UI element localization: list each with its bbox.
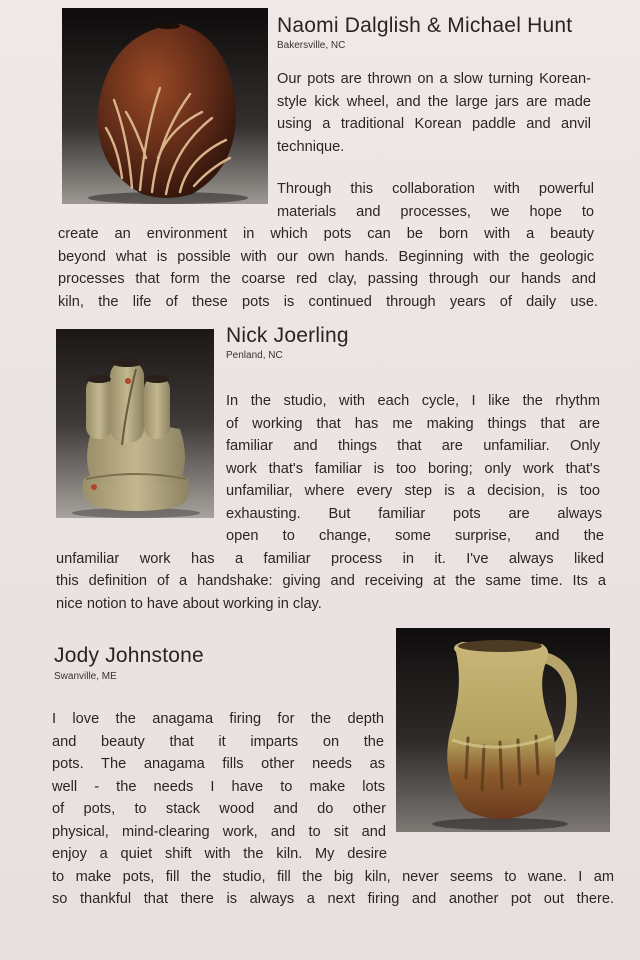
artist-statement-paragraph: Our pots are thrown on a slow turning Korean-style kick wheel, and the large jars are made using a traditional Korean paddle and anvil technique.	[277, 71, 591, 155]
text-line: and beauty that it imparts on the	[52, 733, 384, 750]
text-line: to make pots, fill the studio, fill the big kiln, never seems to wane. I am	[52, 868, 614, 885]
text-line: physical, mind-clearing work, and to sit and	[52, 823, 386, 840]
artist-location: Bakersville, NC	[277, 40, 346, 51]
text-line: beyond what is possible with our own hands. Beginning with the geologic	[58, 248, 594, 265]
carved-jar-image	[62, 8, 268, 204]
artist-location: Penland, NC	[226, 350, 283, 361]
text-line: unfamiliar work has a familiar process in it. I've always liked	[56, 550, 604, 567]
text-line: this definition of a handshake: giving and receiving at the same time. Its a	[56, 573, 606, 589]
text-line: unfamiliar, where every step is a decision, is too	[226, 483, 600, 499]
text-line: create an environment in which pots can be born with a beauty	[58, 226, 594, 242]
carved-jar-photo	[62, 8, 268, 204]
artist-statement-paragraph	[52, 708, 618, 911]
artist-name: Jody Johnstone	[54, 644, 204, 667]
text-line: processes that form the coarse red clay, passing through our hands and	[58, 271, 596, 287]
text-line: familiar and things that are unfamiliar. Only	[226, 438, 600, 454]
artist-location: Swanville, ME	[54, 671, 117, 682]
text-line: Through this collaboration with powerful	[277, 181, 594, 197]
text-line: kiln, the life of these pots is continued through years of daily use.	[58, 293, 598, 310]
text-line: I love the anagama firing for the depth	[52, 711, 384, 727]
text-line: so thankful that there is always a next firing and another pot out there.	[52, 891, 614, 907]
text-line: exhausting. But familiar pots are always	[226, 505, 602, 522]
text-line: nice notion to have about working in clay.	[56, 595, 322, 612]
text-line: open to change, some surprise, and the	[226, 528, 604, 544]
text-line: work that's familiar is too boring; only work that's	[226, 460, 600, 477]
text-line: well - the needs I have to make lots	[52, 778, 385, 795]
text-line: In the studio, with each cycle, I like the rhythm	[226, 393, 600, 409]
artist-name: Nick Joerling	[226, 324, 349, 347]
text-line: of pots, to stack wood and do other	[52, 801, 386, 817]
text-line: of working that has me making things that are	[226, 415, 600, 432]
text-line: enjoy a quiet shift with the kiln. My desire	[52, 846, 387, 862]
artist-name: Naomi Dalglish & Michael Hunt	[277, 14, 573, 37]
artist-statement-paragraph	[58, 178, 598, 313]
text-line: materials and processes, we hope to	[277, 203, 594, 220]
text-line: pots. The anagama fills other needs as	[52, 756, 385, 772]
artist-statement-paragraph	[56, 390, 606, 615]
